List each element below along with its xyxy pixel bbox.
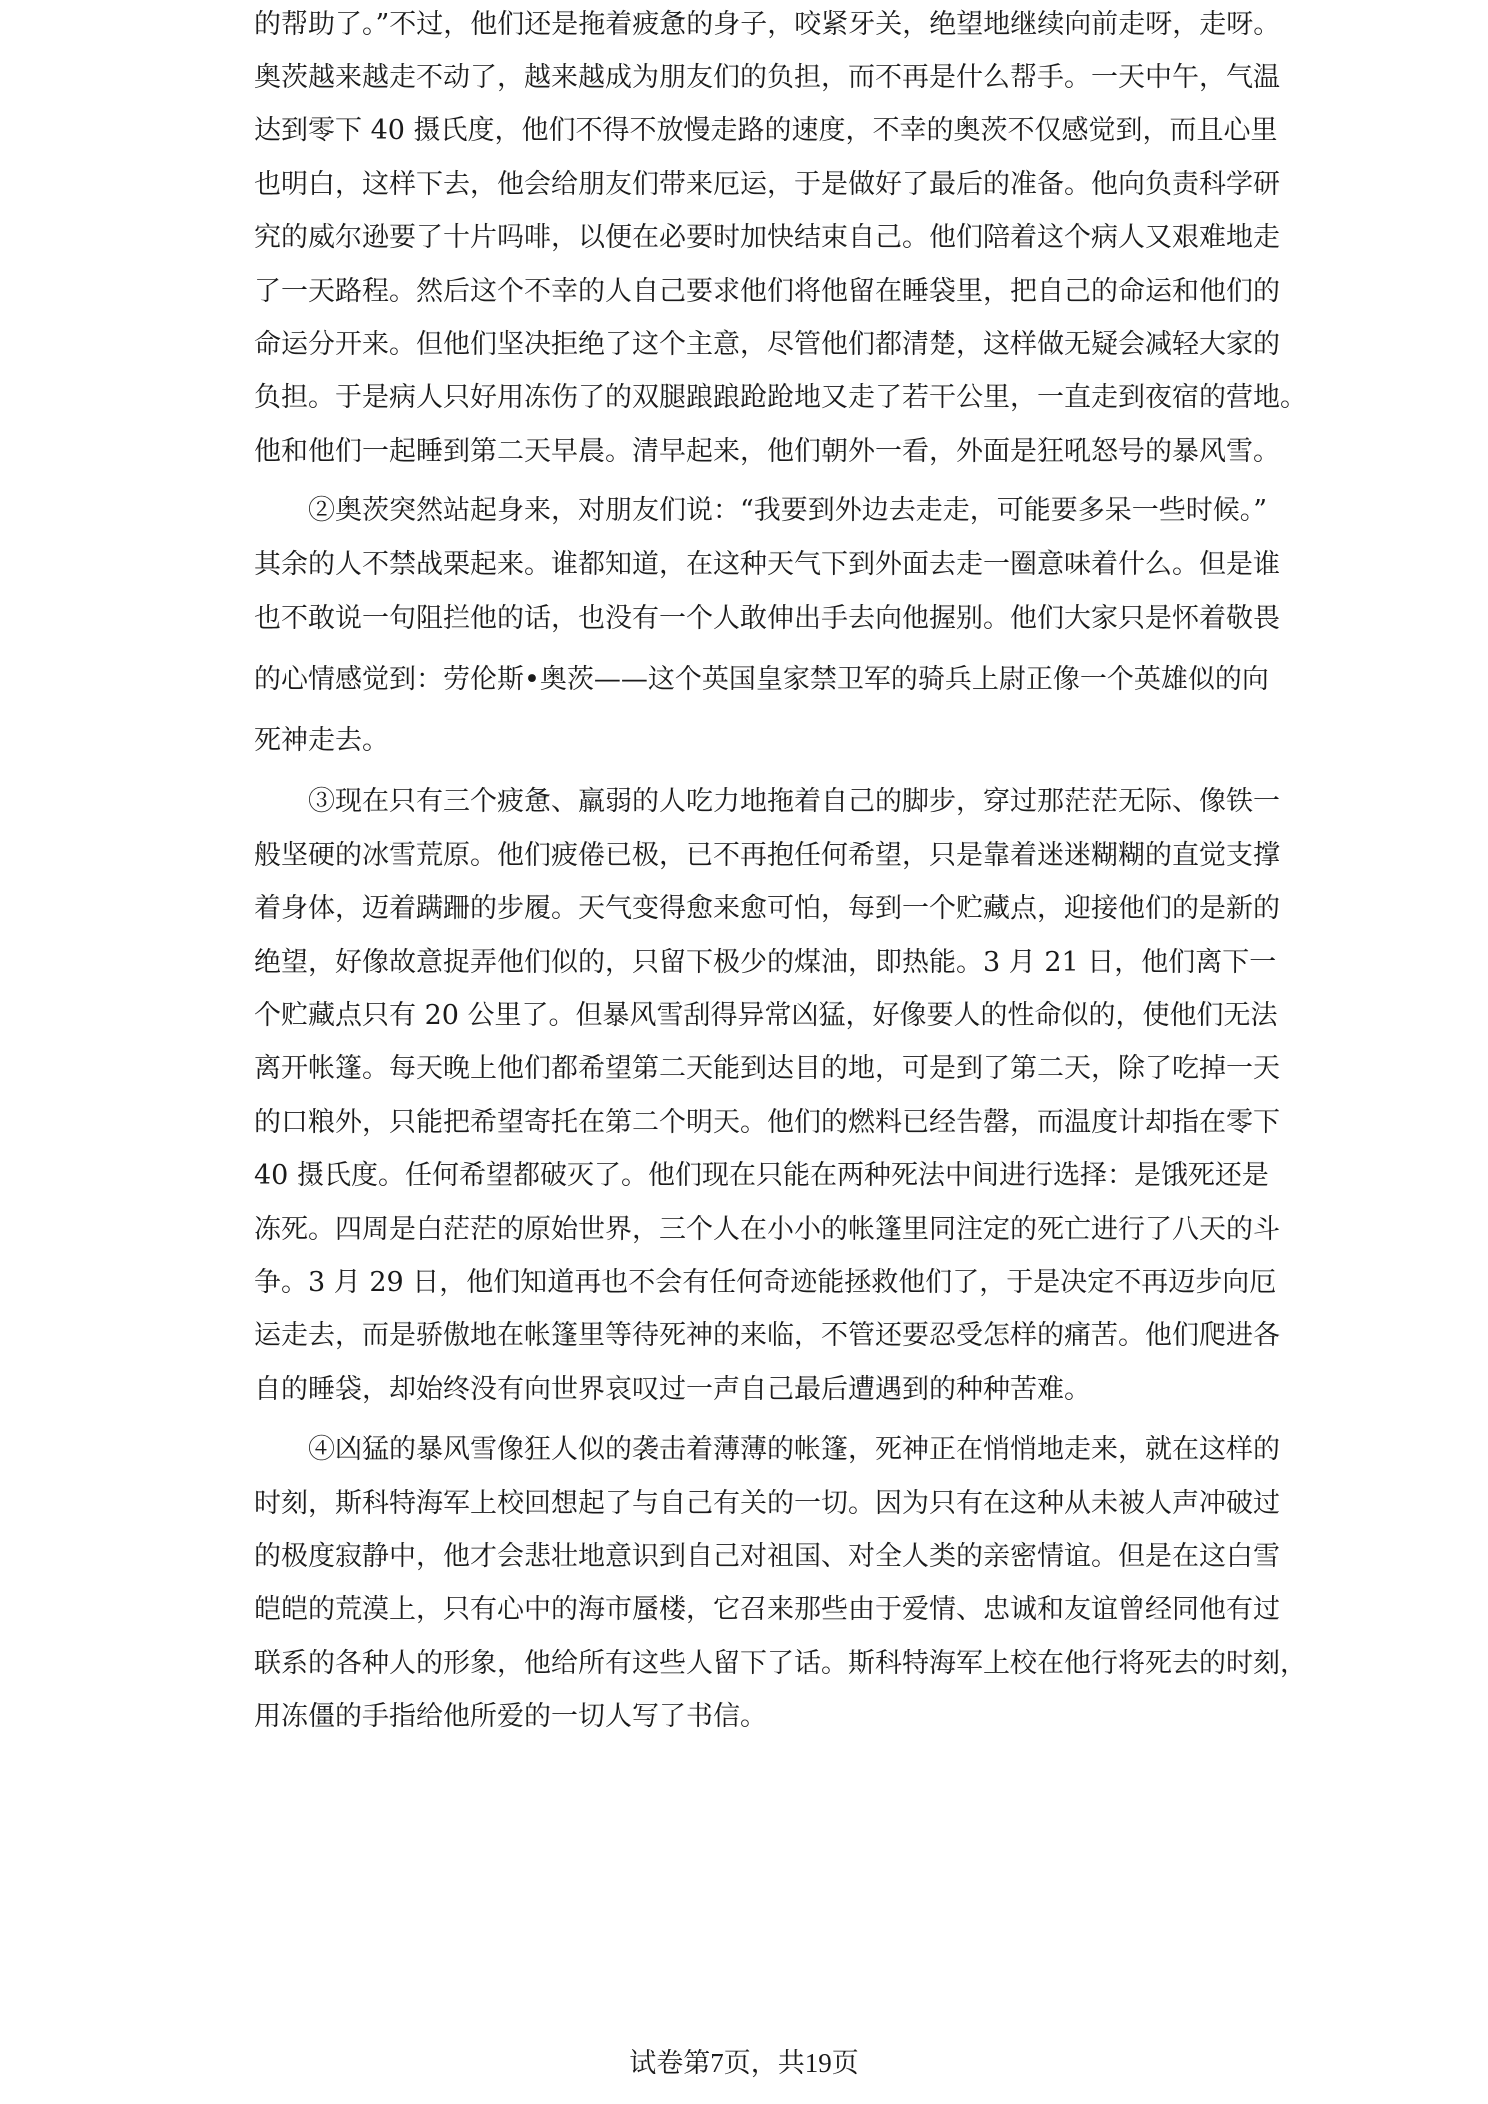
passage-line: 个贮藏点只有 20 公里了。但暴风雪刮得异常凶猛，好像要人的性命似的，使他们无法 bbox=[254, 1000, 1278, 1031]
passage-line: 的帮助了。”不过，他们还是拖着疲惫的身子，咬紧牙关，绝望地继续向前走呀，走呀。 bbox=[254, 9, 1281, 40]
passage-line: 争。3 月 29 日，他们知道再也不会有任何奇迹能拯救他们了，于是决定不再迈步向厄 bbox=[254, 1267, 1277, 1298]
paragraph-4-start: ④凶猛的暴风雪像狂人似的袭击着薄薄的帐篷，死神正在悄悄地走来，就在这样的 bbox=[308, 1434, 1280, 1465]
passage-line: 的极度寂静中，他才会悲壮地意识到自己对祖国、对全人类的亲密情谊。但是在这白雪 bbox=[254, 1541, 1280, 1572]
passage-line: 负担。于是病人只好用冻伤了的双腿踉踉跄跄地又走了若干公里，一直走到夜宿的营地。 bbox=[254, 382, 1307, 413]
passage-line: 冻死。四周是白茫茫的原始世界，三个人在小小的帐篷里同注定的死亡进行了八天的斗 bbox=[254, 1214, 1280, 1245]
passage-line: 也不敢说一句阻拦他的话，也没有一个人敢伸出手去向他握别。他们大家只是怀着敬畏 bbox=[254, 603, 1280, 634]
passage-line: 其余的人不禁战栗起来。谁都知道，在这种天气下到外面去走一圈意味着什么。但是谁 bbox=[254, 549, 1280, 580]
passage-line: 究的威尔逊要了十片吗啡，以便在必要时加快结束自己。他们陪着这个病人又艰难地走 bbox=[254, 222, 1280, 253]
paragraph-2-start: ②奥茨突然站起身来，对朋友们说：“我要到外边去走走，可能要多呆一些时候。” bbox=[308, 495, 1268, 526]
passage-line: 离开帐篷。每天晚上他们都希望第二天能到达目的地，可是到了第二天，除了吃掉一天 bbox=[254, 1053, 1280, 1084]
passage-line: 的心情感觉到：劳伦斯•奥茨——这个英国皇家禁卫军的骑兵上尉正像一个英雄似的向 bbox=[254, 664, 1269, 695]
passage-line: 自的睡袋，却始终没有向世界哀叹过一声自己最后遭遇到的种种苦难。 bbox=[254, 1374, 1091, 1405]
passage-line: 达到零下 40 摄氏度，他们不得不放慢走路的速度，不幸的奥茨不仅感觉到，而且心里 bbox=[254, 115, 1278, 146]
page-footer: 试卷第7页，共19页 bbox=[629, 2048, 859, 2078]
passage-line: 了一天路程。然后这个不幸的人自己要求他们将他留在睡袋里，把自己的命运和他们的 bbox=[254, 276, 1280, 307]
paragraph-3-start: ③现在只有三个疲惫、羸弱的人吃力地拖着自己的脚步，穿过那茫茫无际、像铁一 bbox=[308, 786, 1280, 817]
passage-line: 40 摄氏度。任何希望都破灭了。他们现在只能在两种死法中间进行选择：是饿死还是 bbox=[254, 1160, 1269, 1191]
passage-line: 他和他们一起睡到第二天早晨。清早起来，他们朝外一看，外面是狂吼怒号的暴风雪。 bbox=[254, 436, 1280, 467]
passage-line: 奥茨越来越走不动了，越来越成为朋友们的负担，而不再是什么帮手。一天中午，气温 bbox=[254, 62, 1280, 93]
passage-line: 命运分开来。但他们坚决拒绝了这个主意，尽管他们都清楚，这样做无疑会减轻大家的 bbox=[254, 329, 1280, 360]
passage-line: 死神走去。 bbox=[254, 725, 389, 756]
passage-line: 着身体，迈着蹒跚的步履。天气变得愈来愈可怕，每到一个贮藏点，迎接他们的是新的 bbox=[254, 893, 1280, 924]
passage-line: 也明白，这样下去，他会给朋友们带来厄运，于是做好了最后的准备。他向负责科学研 bbox=[254, 169, 1280, 200]
passage-line: 用冻僵的手指给他所爱的一切人写了书信。 bbox=[254, 1701, 767, 1732]
passage-line: 绝望，好像故意捉弄他们似的，只留下极少的煤油，即热能。3 月 21 日，他们离下一 bbox=[254, 947, 1277, 978]
passage-line: 的口粮外，只能把希望寄托在第二个明天。他们的燃料已经告罄，而温度计却指在零下 bbox=[254, 1107, 1280, 1138]
passage-line: 运走去，而是骄傲地在帐篷里等待死神的来临，不管还要忍受怎样的痛苦。他们爬进各 bbox=[254, 1320, 1280, 1351]
passage-line: 皑皑的荒漠上，只有心中的海市蜃楼，它召来那些由于爱情、忠诚和友谊曾经同他有过 bbox=[254, 1594, 1280, 1625]
passage-line: 时刻，斯科特海军上校回想起了与自己有关的一切。因为只有在这种从未被人声冲破过 bbox=[254, 1488, 1280, 1519]
passage-line: 般坚硬的冰雪荒原。他们疲倦已极，已不再抱任何希望，只是靠着迷迷糊糊的直觉支撑 bbox=[254, 840, 1280, 871]
passage-line: 联系的各种人的形象，他给所有这些人留下了话。斯科特海军上校在他行将死去的时刻， bbox=[254, 1648, 1307, 1679]
